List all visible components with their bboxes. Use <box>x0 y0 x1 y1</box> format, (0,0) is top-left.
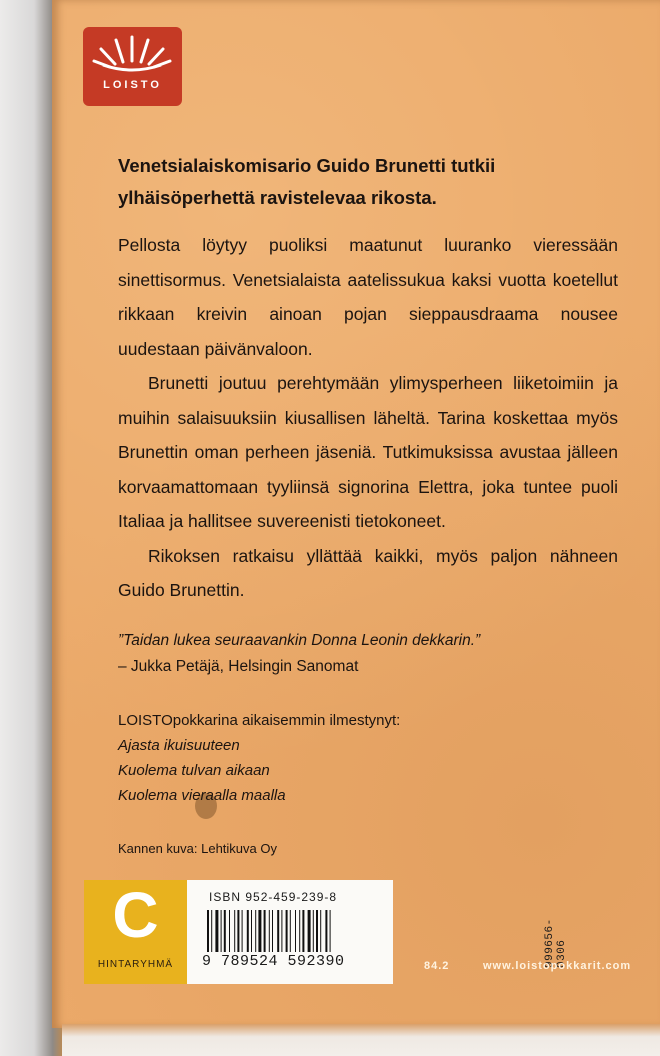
blurb-paragraph: Brunetti joutuu perehtymään ylimysperheen liiketoimiin ja muihin salaisuuksiin kiusallisen läheltä. Tarina koskettaa myös Brunettin oman perheen jäseniä. Tutkimuksissa avustaa jälleen korvaamattomaan tyyliinsä signorina Elettra, joka tuntee puoli Italiaa ja hallitsee suvereenisti tietokoneet. <box>118 373 618 531</box>
earlier-heading: LOISTOpokkarina aikaisemmin ilmestynyt: <box>118 712 401 729</box>
blurb-paragraph: Rikoksen ratkaisu yllättää kaikki, myös paljon nähneen Guido Brunettin. <box>118 545 618 600</box>
side-code: 999656-0306 <box>544 918 568 968</box>
barcode-number: 9 789524 592390 <box>202 953 345 970</box>
review-quote <box>118 628 618 680</box>
website-url: www.loistopokkarit.com <box>483 960 632 972</box>
blurb-paragraph: Pellosta löytyy puoliksi maatunut luuranko vieressään sinettisormus. Venetsialaista aatelissukua kaksi vuotta koetellut rikkaan kreivin ainoan pojan sieppausdraama nousee uudestaan päivänvaloon. <box>118 235 618 359</box>
earlier-title: Ajasta ikuisuuteen <box>118 737 240 754</box>
price-group-box <box>84 880 187 984</box>
price-group-letter: C <box>112 879 159 951</box>
price-group-label: HINTARYHMÄ <box>97 959 174 970</box>
sunrise-icon <box>83 27 182 83</box>
headline: Venetsialaiskomisario Guido Brunetti tutkii ylhäisöperhettä ravistelevaa rikosta. <box>118 155 496 208</box>
earlier-title: Kuolema tulvan aikaan <box>118 762 270 779</box>
publisher-logo <box>83 27 182 106</box>
logo-text: LOISTO <box>103 79 162 91</box>
cover-bottom-edge <box>62 1024 660 1056</box>
isbn-text: ISBN 952-459-239-8 <box>209 890 338 904</box>
earlier-titles <box>118 708 618 808</box>
blurb <box>118 228 618 608</box>
earlier-title: Kuolema vieraalla maalla <box>118 787 286 804</box>
quote-text: ”Taidan lukea seuraavankin Donna Leonin dekkarin.” <box>118 632 481 649</box>
barcode-graphic <box>207 910 357 952</box>
price-code: 84.2 <box>424 960 450 972</box>
quote-attribution: – Jukka Petäjä, Helsingin Sanomat <box>118 658 359 675</box>
cover-credit: Kannen kuva: Lehtikuva Oy <box>118 841 277 856</box>
